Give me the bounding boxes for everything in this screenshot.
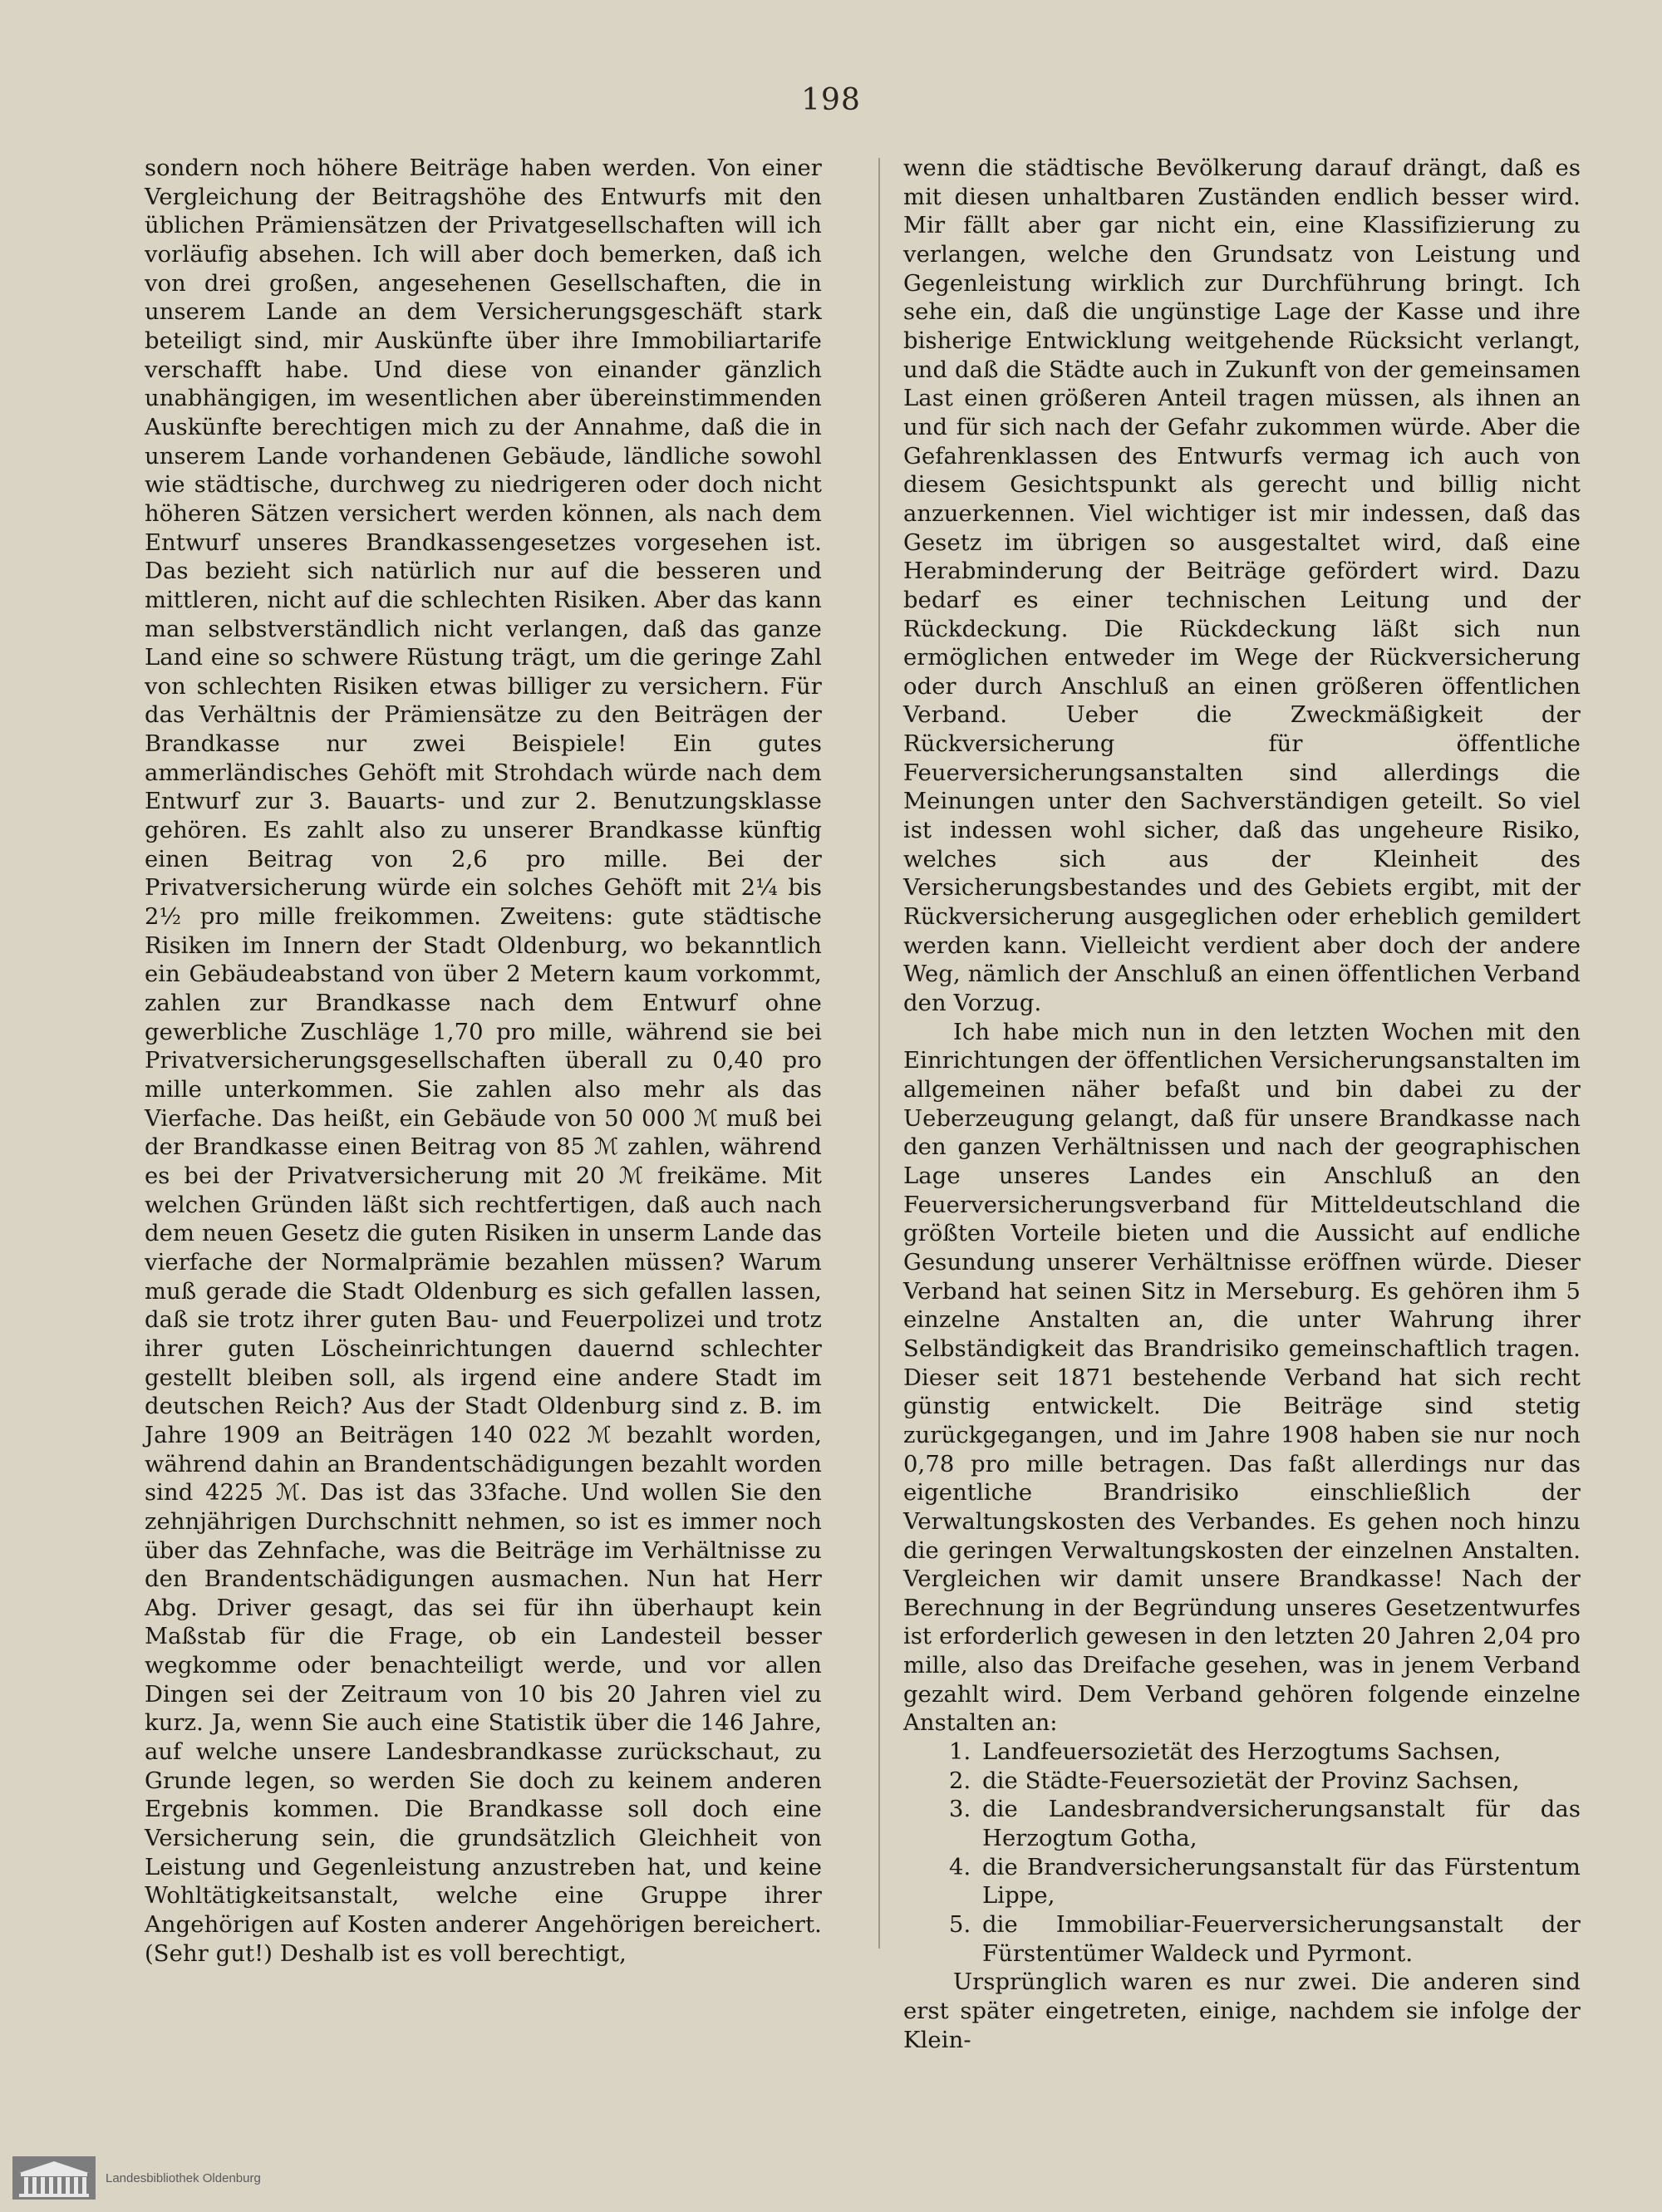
insurance-institutions-list <box>903 1738 1581 1969</box>
column-divider <box>878 158 880 1949</box>
page-number: 198 <box>801 83 861 117</box>
library-name: Landesbibliothek Oldenburg <box>106 2170 261 2185</box>
list-item-number: 4. <box>949 1854 971 1880</box>
list-item <box>903 1767 1581 1797</box>
list-item-text: die Brandversicherungsanstalt für das Fürstentum Lippe, <box>982 1854 1581 1910</box>
list-item-number: 1. <box>949 1739 971 1766</box>
list-item-text: Landfeuersozietät des Herzogtums Sachsen, <box>982 1739 1502 1766</box>
list-item <box>903 1738 1581 1767</box>
left-column-paragraph: sondern noch höhere Beiträge haben werden. Von einer Vergleichung der Beitragshöhe des Entwurfs mit den üblichen Prämiensätzen der Privatgesellschaften will ich vorläufig absehen. Ich will aber doch bemerken, daß ich von drei großen, angesehenen Gesellschaften, die in unserem Lande an dem Versicherungsgeschäft stark beteiligt sind, mir Auskünfte über ihre Immobiliartarife verschafft habe. Und diese von einander gänzlich unabhängigen, im wesentlichen aber übereinstimmenden Auskünfte berechtigen mich zu der Annahme, daß die in unserem Lande vorhandenen Gebäude, ländliche sowohl wie städtische, durchweg zu niedrigeren oder doch nicht höheren Sätzen versichert werden können, als nach dem Entwurf unseres Brandkassengesetzes vorgesehen ist. Das bezieht sich natürlich nur auf die besseren und mittleren, nicht auf die schlechten Risiken. Aber das kann man selbstverständlich nicht verlangen, daß das ganze Land eine so schwere Rüstung trägt, um die geringe Zahl von schlechten Risiken etwas billiger zu versichern. Für das Verhältnis der Prämiensätze zu den Beiträgen der Brandkasse nur zwei Beispiele! Ein gutes ammerländisches Gehöft mit Strohdach würde nach dem Entwurf zur 3. Bauarts- und zur 2. Benutzungsklasse gehören. Es zahlt also zu unserer Brandkasse künftig einen Beitrag von 2,6 pro mille. Bei der Privatversicherung würde ein solches Gehöft mit 2¼ bis 2½ pro mille freikommen. Zweitens: gute städtische Risiken im Innern der Stadt Oldenburg, wo bekanntlich ein Gebäudeabstand von über 2 Metern kaum vorkommt, zahlen zur Brandkasse nach dem Entwurf ohne gewerbliche Zuschläge 1,70 pro mille, während sie bei Privatversicherungsgesellschaften überall zu 0,40 pro mille unterkommen. Sie zahlen also mehr als das Vierfache. Das heißt, ein Gebäude von 50 000 ℳ muß bei der Brandkasse einen Beitrag von 85 ℳ zahlen, während es bei der Privatversicherung mit 20 ℳ freikäme. Mit welchen Gründen läßt sich rechtfertigen, daß auch nach dem neuen Gesetz die guten Risiken in unserm Lande das vierfache der Normalprämie bezahlen müssen? Warum muß gerade die Stadt Oldenburg es sich gefallen lassen, daß sie trotz ihrer guten Bau- und Feuerpolizei und trotz ihrer guten Löscheinrichtungen dauernd schlechter gestellt bleiben soll, als irgend eine andere Stadt im deutschen Reich? Aus der Stadt Oldenburg sind z. B. im Jahre 1909 an Beiträgen 140 022 ℳ bezahlt worden, während dahin an Brandentschädigungen bezahlt worden sind 4225 ℳ. Das ist das 33fache. Und wollen Sie den zehnjährigen Durchschnitt nehmen, so ist es immer noch über das Zehnfache, was die Beiträge im Verhältnisse zu den Brandentschädigungen ausmachen. Nun hat Herr Abg. Driver gesagt, das sei für ihn überhaupt kein Maßstab für die Frage, ob ein Landesteil besser wegkomme oder benachteiligt werde, und vor allen Dingen sei der Zeitraum von 10 bis 20 Jahren viel zu kurz. Ja, wenn Sie auch eine Statistik über die 146 Jahre, auf welche unsere Landesbrandkasse zurückschaut, zu Grunde legen, so werden Sie doch zu keinem anderen Ergebnis kommen. Die Brandkasse soll doch eine Versicherung sein, die grundsätzlich Gleichheit von Leistung und Gegenleistung anzustreben hat, und keine Wohltätigkeitsanstalt, welche eine Gruppe ihrer Angehörigen auf Kosten anderer Angehörigen bereichert. (Sehr gut!) Deshalb ist es voll berechtigt, <box>145 155 822 1967</box>
right-column <box>903 155 1581 2055</box>
list-item-text: die Landesbrandversicherungsanstalt für das Herzogtum Gotha, <box>982 1797 1581 1852</box>
list-item-number: 5. <box>949 1912 971 1939</box>
list-item-text: die Städte-Feuersozietät der Provinz Sachsen, <box>982 1767 1520 1794</box>
library-footer <box>12 2155 261 2200</box>
list-item-text: die Immobiliar-Feuerversicherungsanstalt der Fürstentümer Waldeck und Pyrmont. <box>982 1912 1581 1967</box>
list-item <box>903 1796 1581 1853</box>
left-column <box>145 155 822 1969</box>
list-item-number: 2. <box>949 1767 971 1794</box>
list-item-number: 3. <box>949 1797 971 1823</box>
right-column-paragraph-3: Ursprünglich waren es nur zwei. Die anderen sind erst später eingetreten, einige, nachdem sie infolge der Klein- <box>903 1969 1581 2053</box>
list-item <box>903 1911 1581 1969</box>
library-building-icon <box>12 2156 96 2200</box>
right-column-paragraph-2: Ich habe mich nun in den letzten Wochen mit den Einrichtungen der öffentlichen Versicherungsanstalten im allgemeinen näher befaßt und bin dabei zu der Ueberzeugung gelangt, daß für unsere Brandkasse nach den ganzen Verhältnissen und nach der geographischen Lage unseres Landes ein Anschluß an den Feuerversicherungsverband für Mitteldeutschland die größten Vorteile bieten und die Aussicht auf endliche Gesundung unserer Verhältnisse eröffnen würde. Dieser Verband hat seinen Sitz in Merseburg. Es gehören ihm 5 einzelne Anstalten an, die unter Wahrung ihrer Selbständigkeit das Brandrisiko gemeinschaftlich tragen. Dieser seit 1871 bestehende Verband hat sich recht günstig entwickelt. Die Beiträge sind stetig zurückgegangen, und im Jahre 1908 haben sie nur noch 0,78 pro mille betragen. Das faßt allerdings nur das eigentliche Brandrisiko einschließlich der Verwaltungskosten des Verbandes. Es gehen noch hinzu die geringen Verwaltungskosten der einzelnen Anstalten. Vergleichen wir damit unsere Brandkasse! Nach der Berechnung in der Begründung unseres Gesetzentwurfes ist erforderlich gewesen in den letzten 20 Jahren 2,04 pro mille, also das Dreifache gesehen, was in jenem Verband gezahlt wird. Dem Verband gehören folgende einzelne Anstalten an: <box>903 1019 1581 1737</box>
right-column-paragraph-1: wenn die städtische Bevölkerung darauf drängt, daß es mit diesen unhaltbaren Zuständen endlich besser wird. Mir fällt aber gar nicht ein, eine Klassifizierung zu verlangen, welche den Grundsatz von Leistung und Gegenleistung wirklich zur Durchführung bringt. Ich sehe ein, daß die ungünstige Lage der Kasse und ihre bisherige Entwicklung weitgehende Rücksicht verlangt, und daß die Städte auch in Zukunft von der gemeinsamen Last einen größeren Anteil tragen müssen, als ihnen an und für sich nach der Gefahr zukommen würde. Aber die Gefahrenklassen des Entwurfs vermag ich auch von diesem Gesichtspunkt als gerecht und billig nicht anzuerkennen. Viel wichtiger ist mir indessen, daß das Gesetz im übrigen so ausgestaltet wird, daß eine Herabminderung der Beiträge gefördert wird. Dazu bedarf es einer technischen Leitung und der Rückdeckung. Die Rückdeckung läßt sich nun ermöglichen entweder im Wege der Rückversicherung oder durch Anschluß an einen größeren öffentlichen Verband. Ueber die Zweckmäßigkeit der Rückversicherung für öffentliche Feuerversicherungsanstalten sind allerdings die Meinungen unter den Sachverständigen geteilt. So viel ist indessen wohl sicher, daß das ungeheure Risiko, welches sich aus der Kleinheit des Versicherungsbestandes und des Gebiets ergibt, mit der Rückversicherung ausgeglichen oder erheblich gemildert werden kann. Vielleicht verdient aber doch der andere Weg, nämlich der Anschluß an einen öffentlichen Verband den Vorzug. <box>903 155 1581 1017</box>
list-item <box>903 1854 1581 1911</box>
